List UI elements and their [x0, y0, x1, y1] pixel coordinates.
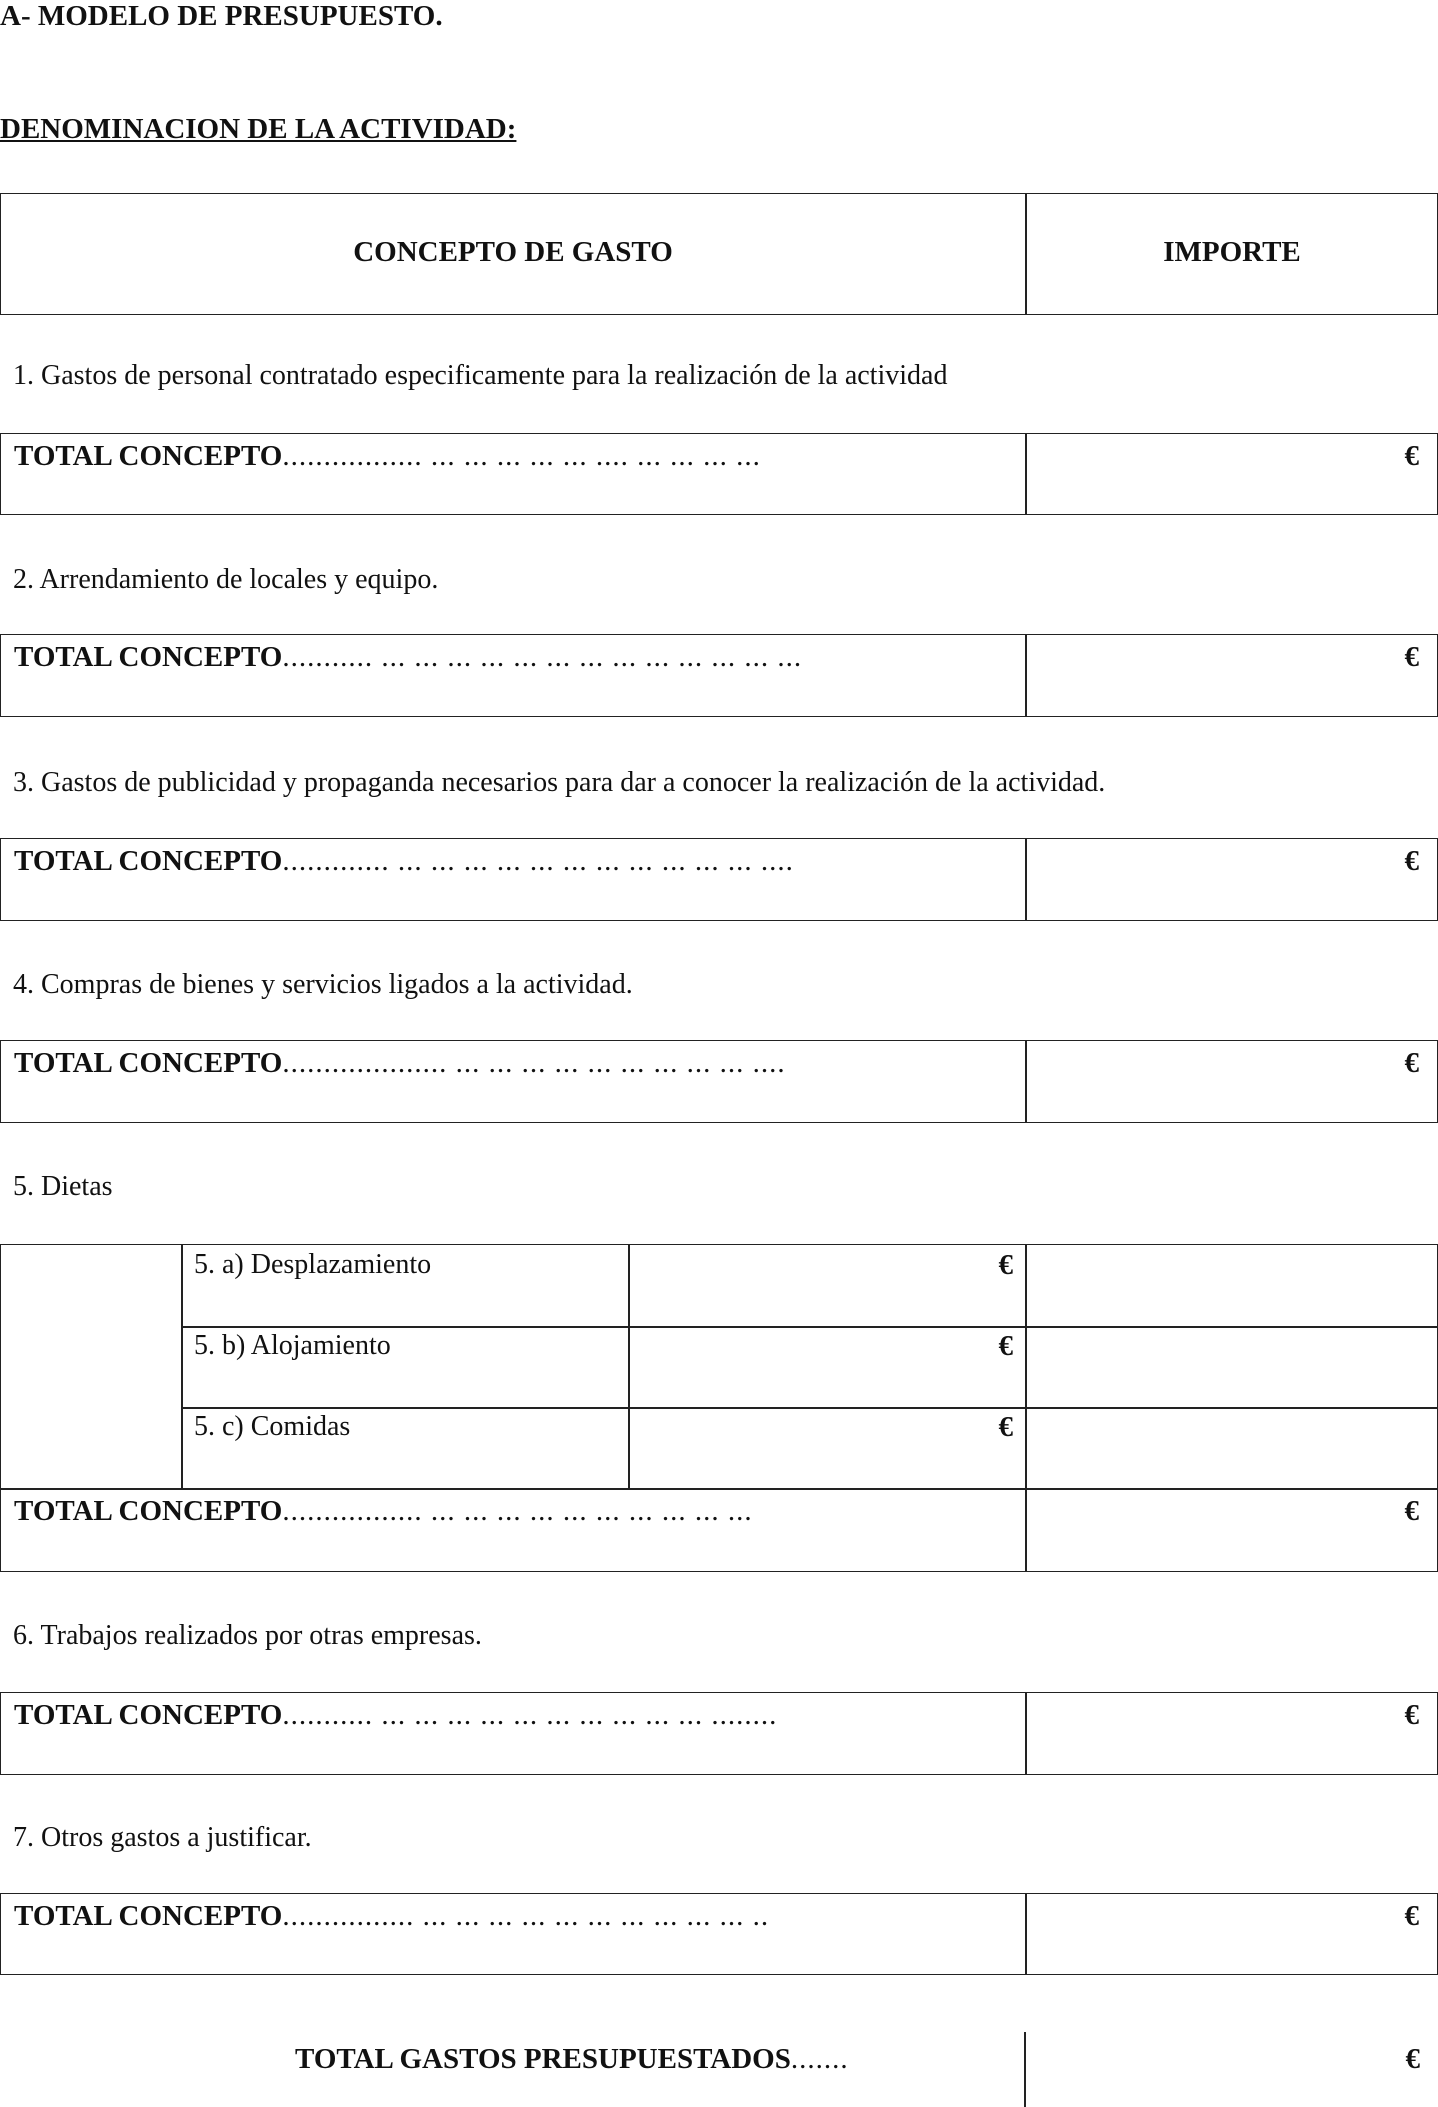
dietas-sub-b-label: 5. b) Alojamiento	[194, 1330, 391, 1361]
total-concept-label: TOTAL CONCEPTO........... ... ... ... ... ... ... ... ... ... ... ........	[14, 1699, 778, 1731]
item-5-amount[interactable]: €	[1404, 1495, 1419, 1527]
item-1-amount[interactable]: €	[1404, 440, 1419, 472]
item-6-total-row	[0, 1692, 1438, 1775]
item-7-amount[interactable]: €	[1404, 1900, 1419, 1932]
item-3-total-row	[0, 838, 1438, 921]
total-concept-label: TOTAL CONCEPTO................ ... ... ... ... ... ... ... ... ... ... ..	[14, 1900, 770, 1932]
item-1-label: 1. Gastos de personal contratado especificamente para la realización de la actividad	[13, 360, 948, 391]
item-1-total-row	[0, 433, 1438, 515]
concept-header: CONCEPTO DE GASTO	[353, 236, 673, 268]
dietas-sub-c-label: 5. c) Comidas	[194, 1411, 351, 1442]
total-concept-label: TOTAL CONCEPTO........... ... ... ... ... ... ... ... ... ... ... ... ... ...	[14, 641, 803, 673]
dietas-table	[0, 1244, 1438, 1572]
row-divider	[1025, 1041, 1027, 1122]
dietas-row-divider	[1, 1488, 1437, 1490]
row-divider	[1025, 839, 1027, 920]
item-3-amount[interactable]: €	[1404, 845, 1419, 877]
grand-total-divider	[1024, 2032, 1026, 2107]
dietas-row-divider	[181, 1407, 1437, 1409]
dietas-col-divider	[628, 1245, 630, 1489]
grand-total-label: TOTAL GASTOS PRESUPUESTADOS.......	[295, 2043, 849, 2075]
row-divider	[1025, 635, 1027, 716]
total-concept-label: TOTAL CONCEPTO.................... ... ... ... ... ... ... ... ... ... ....	[14, 1047, 786, 1079]
total-concept-label: TOTAL CONCEPTO................. ... ... ... ... ... ... ... ... ... ...	[14, 1495, 753, 1527]
total-concept-label: TOTAL CONCEPTO............. ... ... ... ... ... ... ... ... ... ... ... ....	[14, 845, 794, 877]
document-title: A- MODELO DE PRESUPUESTO.	[0, 0, 443, 32]
header-table	[0, 193, 1438, 315]
amount-header: IMPORTE	[1163, 236, 1301, 268]
item-2-amount[interactable]: €	[1404, 641, 1419, 673]
dietas-row-divider	[181, 1326, 1437, 1328]
item-3-label: 3. Gastos de publicidad y propaganda necesarios para dar a conocer la realización de la actividad.	[13, 767, 1106, 798]
row-divider	[1025, 434, 1027, 514]
activity-label: DENOMINACION DE LA ACTIVIDAD:	[0, 113, 517, 145]
dietas-col-divider	[181, 1245, 183, 1489]
item-7-label: 7. Otros gastos a justificar.	[13, 1822, 312, 1853]
total-concept-label: TOTAL CONCEPTO................. ... ... ... ... ... .... ... ... ... ...	[14, 440, 761, 472]
row-divider	[1025, 1894, 1027, 1974]
item-2-label: 2. Arrendamiento de locales y equipo.	[13, 564, 439, 595]
dietas-sub-a-label: 5. a) Desplazamiento	[194, 1249, 432, 1280]
grand-total-amount[interactable]: €	[1405, 2043, 1420, 2075]
row-divider	[1025, 1693, 1027, 1774]
item-2-total-row	[0, 634, 1438, 717]
item-7-total-row	[0, 1893, 1438, 1975]
dietas-sub-a-amount[interactable]: €	[998, 1249, 1013, 1281]
item-4-total-row	[0, 1040, 1438, 1123]
dietas-sub-b-amount[interactable]: €	[998, 1330, 1013, 1362]
item-5-label: 5. Dietas	[13, 1171, 113, 1202]
item-6-label: 6. Trabajos realizados por otras empresas.	[13, 1620, 482, 1651]
item-4-amount[interactable]: €	[1404, 1047, 1419, 1079]
dietas-sub-c-amount[interactable]: €	[998, 1411, 1013, 1443]
item-6-amount[interactable]: €	[1404, 1699, 1419, 1731]
item-4-label: 4. Compras de bienes y servicios ligados a la actividad.	[13, 969, 633, 1000]
